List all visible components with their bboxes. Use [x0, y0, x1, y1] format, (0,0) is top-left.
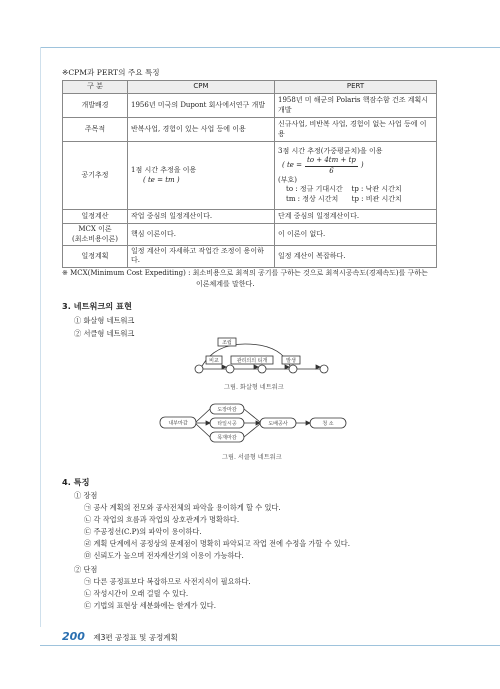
- diagram-label: 목재마감: [217, 435, 237, 441]
- figure-caption: 그림. 서클형 네트워크: [222, 454, 282, 461]
- cpm-cell: 일정 계산이 자세하고 작업간 조정이 용이하다.: [128, 246, 275, 268]
- cpm-estimate-text: 1점 시간 추정을 이용: [131, 166, 197, 175]
- footer-rule: [40, 645, 500, 646]
- pert-cell: 신규사업, 비반복 사업, 경험이 없는 사업 등에 이용: [275, 118, 437, 142]
- list-item: ㉢ 주공정선(C.P)의 파악이 용이하다.: [84, 527, 202, 536]
- pert-cell: 일정 계산이 복잡하다.: [275, 246, 437, 268]
- diagram-label: 발생: [286, 358, 296, 364]
- table-header-category: 구 분: [63, 81, 128, 94]
- connector-line: [196, 409, 310, 437]
- table-header-pert: PERT: [275, 81, 437, 94]
- section-heading: 3. 네트워크의 표현: [62, 301, 132, 311]
- pert-cell: 1958년 미 해군의 Polaris 핵잠수함 건조 계획시 개발: [275, 94, 437, 118]
- cpm-formula: ( te = tm ): [143, 175, 180, 184]
- list-item: ㉤ 신뢰도가 높으며 전자계산기의 이용이 가능하다.: [84, 551, 244, 560]
- arrow-head: [222, 365, 320, 369]
- table-header-cpm: CPM: [128, 81, 275, 94]
- chapter-title: 제3편 공정표 및 공정계획: [93, 633, 178, 642]
- node-circle: [289, 365, 297, 373]
- list-item: ② 단점: [74, 565, 98, 574]
- node-circle: [258, 365, 266, 373]
- note-line: 이론체계를 말한다.: [196, 279, 255, 288]
- row-label: 개발배경: [63, 94, 128, 118]
- formula-rhs: ): [360, 161, 364, 170]
- cpm-cell: 작업 중심의 일정계산이다.: [128, 210, 275, 224]
- legend-heading: (부호): [278, 176, 297, 184]
- legend-line: tm : 정상 시간치 tp : 비관 시간치: [286, 194, 402, 203]
- list-item: ㉠ 공사 계획의 전모와 공사전체의 파악을 용이하게 할 수 있다.: [84, 503, 281, 512]
- figure-caption: 그림. 화살형 네트워크: [224, 384, 284, 391]
- list-item: ㉡ 작성시간이 오래 걸릴 수 있다.: [84, 589, 189, 598]
- formula-numerator: to + 4tm + tp: [305, 156, 358, 166]
- diagram-label: 관리의의 티개: [236, 358, 268, 364]
- diagram-label: 내부마감: [168, 420, 188, 427]
- section-heading: 4. 특징: [62, 477, 90, 487]
- list-item: ㉣ 계획 단계에서 공정상의 문제점이 명확히 파악되고 작업 전에 수정을 가할 수 있다.: [84, 539, 351, 548]
- node-circle: [226, 365, 234, 373]
- list-item: ㉠ 다른 공정표보다 복잡하므로 사전지식이 필요하다.: [84, 577, 251, 586]
- list-item: ㉡ 각 작업의 흐름과 작업의 상호관계가 명확하다.: [84, 515, 240, 524]
- pert-cell: 이 이론이 없다.: [275, 224, 437, 246]
- list-item: ① 장점: [74, 491, 98, 500]
- node-circle: [320, 365, 328, 373]
- pert-cell: 단계 중심의 일정계산이다.: [275, 210, 437, 224]
- note-line: ※ MCX(Minimum Cost Expediting) : 최소비용으로 최적의 공기를 구하는 것으로 최적시공속도(경제속도)를 구하는: [62, 269, 428, 277]
- row-label: 주목적: [63, 118, 128, 142]
- list-item: ㉢ 기법의 표현상 세분화에는 한계가 있다.: [84, 601, 216, 610]
- diagram-label: 도배공사: [268, 421, 288, 427]
- circle-network-diagram: [160, 404, 346, 442]
- page-number: 200: [62, 630, 85, 643]
- cpm-cell: 반복사업, 경험이 있는 사업 등에 이용: [128, 118, 275, 142]
- arrow-network-diagram: [195, 338, 328, 373]
- diagram-label: 타일시공: [217, 421, 237, 427]
- page-footer: [62, 630, 178, 643]
- list-item: ② 서클형 네트워크: [74, 329, 135, 338]
- diagram-label: 비교: [209, 358, 219, 364]
- cpm-cell: 핵심 이론이다.: [128, 224, 275, 246]
- row-label: 일정계획: [63, 246, 128, 268]
- diagram-label: 도장마감: [217, 407, 237, 413]
- table-title: ※CPM과 PERT의 주요 특징: [62, 68, 160, 77]
- cpm-cell: 1956년 미국의 Dupont 회사에서연구 개발: [128, 94, 275, 118]
- row-label-line: (최소비용이론): [71, 234, 119, 243]
- formula-denominator: 6: [329, 166, 334, 175]
- diagram-label: 조립: [222, 340, 232, 346]
- node-circle: [195, 365, 203, 373]
- legend-line: to : 정규 기대시간 tp : 낙관 시간치: [286, 185, 402, 194]
- row-label: 공기추정: [63, 142, 128, 210]
- row-label-line: MCX 이론: [78, 225, 112, 234]
- formula-lhs: ( te =: [282, 161, 303, 170]
- diagram-label: 청 소: [322, 421, 334, 427]
- row-label: 일정계산: [63, 210, 128, 224]
- pert-estimate-text: 3점 시간 추정(가중평균치)을 이용: [278, 146, 383, 155]
- list-item: ① 화살형 네트워크: [74, 316, 135, 325]
